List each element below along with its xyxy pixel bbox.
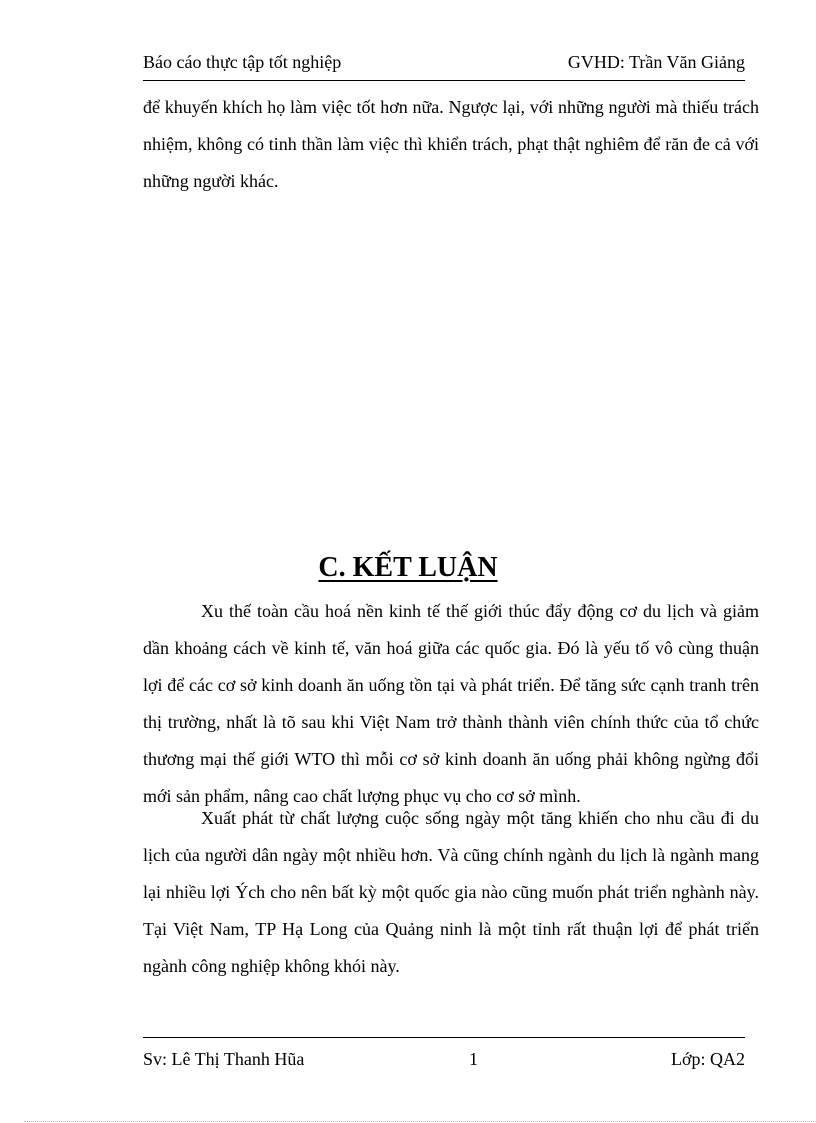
supervisor-name: GVHD: Trần Văn Giảng [567, 52, 745, 72]
conclusion-paragraph-2: Xuất phát từ chất lượng cuộc sống ngày một tăng khiến cho nhu cầu đi du lịch của người dân ngày một nhiều hơn. Và cũng chính ngành du lịch là ngành mang lại nhiều lợi Ých cho nên bất kỳ một quốc gia nào cũng muốn phát triển nghành này. Tại Việt Nam, TP Hạ Long của Quảng ninh là một tỉnh rất thuận lợi để phát triển ngành công nghiệp không khói này. [143, 808, 759, 976]
class-code: Lớp: QA2 [670, 1049, 745, 1069]
conclusion-paragraph-1: Xu thế toàn cầu hoá nền kinh tế thế giới thúc đẩy động cơ du lịch và giảm dần khoảng cách về kinh tế, văn hoá giữa các quốc gia. Đó là yếu tố vô cùng thuận lợi để các cơ sở kinh doanh ăn uống tồn tại và phát triển. Để tăng sức cạnh tranh trên thị trường, nhất là tõ sau khi Việt Nam trở thành thành viên chính thức của tổ chức thương mại thế giới WTO thì mỗi cơ sở kinh doanh ăn uống phải không ngừng đổi mới sản phẩm, nâng cao chất lượng phục vụ cho cơ sở mình. [143, 601, 759, 806]
page-number: 1 [469, 1049, 478, 1069]
page-header [143, 52, 745, 81]
page-bottom-edge [24, 1121, 816, 1122]
intro-paragraph: để khuyến khích họ làm việc tốt hơn nữa. Ngược lại, với những người mà thiếu trách nhiệm, không có tinh thần làm việc thì khiển trách, phạt thật nghiêm để răn đe cả với những người khác. [143, 97, 759, 191]
page-footer [143, 1049, 745, 1075]
section-heading-text: C. KẾT LUẬN [318, 552, 498, 583]
student-name: Sv: Lê Thị Thanh Hũa [143, 1049, 305, 1069]
report-title: Báo cáo thực tập tốt nghiệp [143, 52, 342, 72]
section-heading [0, 548, 816, 588]
footer-divider [143, 1037, 745, 1038]
